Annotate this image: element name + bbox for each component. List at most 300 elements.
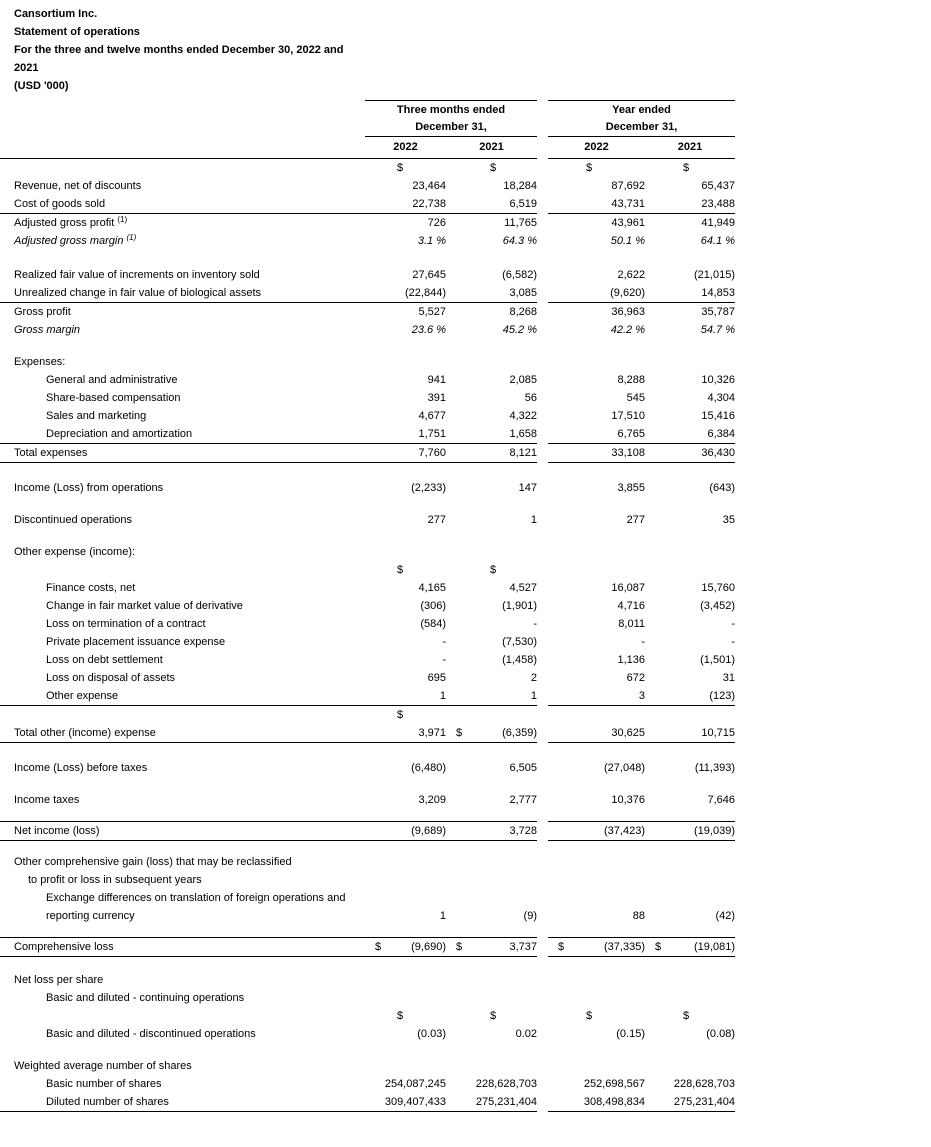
currency-symbol: $ bbox=[397, 709, 404, 721]
column-group-gap bbox=[537, 1093, 548, 1112]
cell-value: - bbox=[731, 618, 735, 630]
row-right-group bbox=[548, 407, 735, 425]
value-cell bbox=[645, 284, 735, 302]
value-cell bbox=[365, 633, 446, 651]
column-group-gap bbox=[537, 759, 548, 777]
value-cell bbox=[645, 1093, 735, 1111]
column-group-gap bbox=[537, 214, 548, 232]
cell-value: 18,284 bbox=[503, 180, 537, 192]
value-cell bbox=[365, 389, 446, 407]
cell-value: 17,510 bbox=[611, 410, 645, 422]
cell-value: (9) bbox=[523, 910, 537, 922]
value-cell bbox=[446, 389, 537, 407]
value-cell bbox=[548, 791, 645, 809]
row-right-group bbox=[548, 303, 735, 321]
value-cell bbox=[446, 159, 537, 177]
value-cell bbox=[365, 971, 446, 989]
column-group-three-months bbox=[365, 100, 537, 137]
row-spacer bbox=[0, 339, 735, 353]
value-cell bbox=[645, 1007, 735, 1025]
cell-value: 54.7 % bbox=[700, 324, 735, 336]
row-label: Other expense (income): bbox=[14, 546, 136, 558]
row-label: Gross margin bbox=[14, 324, 81, 336]
table-row bbox=[0, 425, 931, 444]
currency-symbol: $ bbox=[397, 1010, 404, 1022]
value-cell bbox=[548, 232, 645, 250]
row-label: Exchange differences on translation of foreign operations and bbox=[46, 892, 346, 904]
row-spacer bbox=[0, 1043, 735, 1057]
value-cell bbox=[548, 1025, 645, 1043]
value-cell bbox=[365, 938, 446, 956]
currency-symbol: $ bbox=[586, 1010, 593, 1022]
cell-value: 3,737 bbox=[509, 941, 537, 953]
row-right-group bbox=[548, 937, 735, 957]
column-group-gap bbox=[537, 407, 548, 425]
value-cell bbox=[645, 853, 735, 871]
cell-value: 8,121 bbox=[509, 447, 537, 459]
row-left-group bbox=[0, 706, 537, 724]
cell-value: (1,501) bbox=[700, 654, 735, 666]
cell-value: 1 bbox=[530, 690, 537, 702]
row-right-group bbox=[548, 266, 735, 284]
column-group-gap bbox=[537, 389, 548, 407]
row-label: Adjusted gross margin $^{(1)}$ bbox=[14, 233, 137, 247]
cell-value: 11,765 bbox=[504, 217, 537, 229]
table-row bbox=[0, 303, 931, 321]
value-cell bbox=[446, 889, 537, 907]
value-cell bbox=[446, 407, 537, 425]
value-cell bbox=[365, 266, 446, 284]
value-cell bbox=[365, 543, 446, 561]
value-cell bbox=[548, 321, 645, 339]
row-left-group bbox=[0, 353, 537, 371]
row-left-group bbox=[0, 1025, 537, 1043]
cell-value: 45.2 % bbox=[502, 324, 537, 336]
statement-header bbox=[0, 5, 931, 95]
cell-value: 5,527 bbox=[418, 306, 446, 318]
value-cell bbox=[365, 1025, 446, 1043]
row-left-group bbox=[0, 543, 537, 561]
value-cell bbox=[548, 669, 645, 687]
cell-value: 4,165 bbox=[418, 582, 446, 594]
cell-value: 4,304 bbox=[707, 392, 735, 404]
column-group-gap bbox=[537, 479, 548, 497]
cell-value: 10,376 bbox=[611, 794, 645, 806]
row-left-group bbox=[0, 511, 537, 529]
cell-value: (306) bbox=[420, 600, 446, 612]
cell-value: (1,901) bbox=[502, 600, 537, 612]
value-cell bbox=[446, 195, 537, 213]
value-cell bbox=[365, 669, 446, 687]
value-cell bbox=[548, 303, 645, 321]
period-line-1: For the three and twelve months ended December 30, 2022 and bbox=[14, 44, 344, 56]
table-row bbox=[0, 444, 931, 463]
cell-value: - bbox=[533, 618, 537, 630]
column-header-spacer bbox=[0, 100, 365, 137]
cell-value: (22,844) bbox=[405, 287, 446, 299]
cell-value: (37,423) bbox=[604, 825, 645, 837]
cell-value: (2,233) bbox=[411, 482, 446, 494]
column-group-headers bbox=[0, 100, 931, 137]
cell-value: 10,326 bbox=[701, 374, 735, 386]
cell-value: (7,530) bbox=[502, 636, 537, 648]
row-left-group bbox=[0, 907, 537, 925]
value-cell bbox=[548, 989, 645, 1007]
cell-value: 8,288 bbox=[617, 374, 645, 386]
column-group-gap bbox=[537, 543, 548, 561]
value-cell bbox=[365, 907, 446, 925]
row-label: Total expenses bbox=[14, 447, 88, 459]
value-cell bbox=[365, 425, 446, 443]
row-label: Cost of goods sold bbox=[14, 198, 106, 210]
table-row bbox=[0, 989, 931, 1007]
value-cell bbox=[548, 724, 645, 742]
value-cell bbox=[365, 1007, 446, 1025]
cell-value: 43,961 bbox=[611, 217, 645, 229]
row-right-group bbox=[548, 579, 735, 597]
year-headers-left bbox=[0, 137, 537, 159]
cell-value: 3,209 bbox=[418, 794, 446, 806]
value-cell bbox=[548, 1007, 645, 1025]
column-group-gap bbox=[537, 1057, 548, 1075]
table-row bbox=[0, 889, 931, 907]
value-cell bbox=[446, 543, 537, 561]
cell-value: (0.08) bbox=[706, 1028, 735, 1040]
table-row bbox=[0, 971, 931, 989]
row-right-group bbox=[548, 669, 735, 687]
column-group-gap bbox=[537, 177, 548, 195]
value-cell bbox=[446, 791, 537, 809]
cell-value: 252,698,567 bbox=[583, 1078, 645, 1090]
year-header-2022-q: 2022 bbox=[393, 141, 418, 153]
value-cell bbox=[446, 633, 537, 651]
row-right-group bbox=[548, 321, 735, 339]
row-spacer bbox=[0, 250, 735, 266]
cell-value: 1,751 bbox=[418, 428, 446, 440]
row-label: Unrealized change in fair value of biological assets bbox=[14, 287, 262, 299]
column-group-gap bbox=[537, 724, 548, 743]
row-label: Discontinued operations bbox=[14, 514, 133, 526]
row-label: Loss on disposal of assets bbox=[46, 672, 176, 684]
row-left-group bbox=[0, 871, 537, 889]
row-left-group bbox=[0, 687, 537, 706]
row-spacer bbox=[0, 957, 735, 971]
row-left-group bbox=[0, 284, 537, 303]
table-row bbox=[0, 353, 931, 371]
value-cell bbox=[645, 822, 735, 840]
value-cell bbox=[446, 938, 537, 956]
column-group-gap bbox=[537, 871, 548, 889]
table-row bbox=[0, 724, 931, 743]
row-right-group bbox=[548, 853, 735, 871]
cell-value: 1,658 bbox=[509, 428, 537, 440]
row-right-group bbox=[548, 284, 735, 303]
row-right-group bbox=[548, 1057, 735, 1075]
cell-value: 4,527 bbox=[509, 582, 537, 594]
value-cell bbox=[645, 321, 735, 339]
column-group-gap bbox=[537, 633, 548, 651]
cell-value: 41,949 bbox=[701, 217, 735, 229]
row-left-group bbox=[0, 425, 537, 444]
value-cell bbox=[645, 407, 735, 425]
value-cell bbox=[548, 889, 645, 907]
cell-value: 3.1 % bbox=[417, 235, 446, 247]
row-right-group bbox=[548, 687, 735, 706]
value-cell bbox=[446, 232, 537, 250]
column-group-gap bbox=[537, 100, 548, 137]
row-right-group bbox=[548, 371, 735, 389]
cell-value: 27,645 bbox=[412, 269, 446, 281]
cell-value: 2,777 bbox=[509, 794, 537, 806]
row-label: Basic and diluted - discontinued operations bbox=[46, 1028, 256, 1040]
value-cell bbox=[645, 759, 735, 777]
footnote-marker: (1) bbox=[126, 233, 137, 242]
value-cell bbox=[446, 706, 537, 724]
value-cell bbox=[645, 266, 735, 284]
cell-value: 6,505 bbox=[509, 762, 537, 774]
row-left-group bbox=[0, 1057, 537, 1075]
cell-value: 672 bbox=[626, 672, 645, 684]
column-group-gap bbox=[537, 195, 548, 214]
row-right-group bbox=[548, 195, 735, 214]
currency-symbol: $ bbox=[490, 1010, 497, 1022]
row-label: Basic and diluted - continuing operations bbox=[46, 992, 245, 1004]
row-label: Other expense bbox=[46, 690, 119, 702]
row-label: Sales and marketing bbox=[46, 410, 147, 422]
value-cell bbox=[645, 195, 735, 213]
cell-value: - bbox=[442, 636, 446, 648]
row-left-group bbox=[0, 479, 537, 497]
value-cell bbox=[446, 511, 537, 529]
value-cell bbox=[365, 232, 446, 250]
value-cell bbox=[446, 989, 537, 1007]
value-cell bbox=[365, 615, 446, 633]
value-cell bbox=[548, 195, 645, 213]
cell-value: 391 bbox=[427, 392, 446, 404]
row-label: Other comprehensive gain (loss) that may be reclassified bbox=[14, 856, 292, 868]
value-cell bbox=[645, 177, 735, 195]
cell-value: 65,437 bbox=[701, 180, 735, 192]
value-cell bbox=[548, 407, 645, 425]
value-cell bbox=[365, 511, 446, 529]
row-right-group bbox=[548, 543, 735, 561]
value-cell bbox=[365, 889, 446, 907]
row-label: Expenses: bbox=[14, 356, 66, 368]
value-cell bbox=[645, 971, 735, 989]
value-cell bbox=[548, 543, 645, 561]
value-cell bbox=[645, 687, 735, 705]
year-header-spacer bbox=[0, 137, 365, 158]
value-cell bbox=[446, 724, 537, 742]
value-cell bbox=[365, 687, 446, 705]
cell-value: 36,963 bbox=[611, 306, 645, 318]
cell-value: 42.2 % bbox=[610, 324, 645, 336]
value-cell bbox=[645, 989, 735, 1007]
value-cell bbox=[446, 579, 537, 597]
value-cell bbox=[446, 615, 537, 633]
row-label: Total other (income) expense bbox=[14, 727, 156, 739]
cell-value: 30,625 bbox=[611, 727, 645, 739]
table-row bbox=[0, 579, 931, 597]
row-label: Revenue, net of discounts bbox=[14, 180, 142, 192]
row-left-group bbox=[0, 633, 537, 651]
value-cell bbox=[548, 633, 645, 651]
value-cell bbox=[645, 579, 735, 597]
value-cell bbox=[446, 1075, 537, 1093]
row-right-group bbox=[548, 159, 735, 177]
cell-value: - bbox=[442, 654, 446, 666]
table-row bbox=[0, 615, 931, 633]
row-label bbox=[0, 561, 365, 579]
cell-value: 4,677 bbox=[418, 410, 446, 422]
column-group-gap bbox=[537, 615, 548, 633]
cell-value: 1 bbox=[530, 514, 537, 526]
value-cell bbox=[446, 266, 537, 284]
value-cell bbox=[446, 303, 537, 321]
row-right-group bbox=[548, 177, 735, 195]
row-left-group bbox=[0, 303, 537, 321]
cell-value: 0.02 bbox=[515, 1028, 537, 1040]
row-label: Finance costs, net bbox=[46, 582, 136, 594]
column-group-gap bbox=[537, 303, 548, 321]
value-cell bbox=[548, 511, 645, 529]
table-row bbox=[0, 284, 931, 303]
value-cell bbox=[365, 371, 446, 389]
value-cell bbox=[548, 444, 645, 462]
row-right-group bbox=[548, 511, 735, 529]
row-left-group bbox=[0, 971, 537, 989]
cell-value: (6,480) bbox=[411, 762, 446, 774]
column-group-gap bbox=[537, 1025, 548, 1043]
cell-value: 4,716 bbox=[617, 600, 645, 612]
row-left-group bbox=[0, 937, 537, 957]
column-group-gap bbox=[537, 1007, 548, 1025]
value-cell bbox=[548, 615, 645, 633]
currency-symbol: $ bbox=[683, 1010, 690, 1022]
value-cell bbox=[365, 284, 446, 302]
currency-symbol: $ bbox=[456, 941, 463, 953]
value-cell bbox=[446, 177, 537, 195]
column-group-gap bbox=[537, 907, 548, 925]
value-cell bbox=[365, 1075, 446, 1093]
row-spacer bbox=[0, 925, 735, 937]
row-right-group bbox=[548, 907, 735, 925]
value-cell bbox=[365, 791, 446, 809]
cell-value: (11,393) bbox=[694, 762, 735, 774]
cell-value: 33,108 bbox=[611, 447, 645, 459]
value-cell bbox=[645, 479, 735, 497]
value-cell bbox=[365, 407, 446, 425]
row-left-group bbox=[0, 724, 537, 743]
company-name: Cansortium Inc. bbox=[14, 8, 98, 20]
cell-value: (19,039) bbox=[694, 825, 735, 837]
row-left-group bbox=[0, 232, 537, 250]
row-label bbox=[0, 159, 365, 177]
cell-value: 64.3 % bbox=[502, 235, 537, 247]
value-cell bbox=[365, 444, 446, 462]
cell-value: 56 bbox=[524, 392, 537, 404]
value-cell bbox=[365, 1057, 446, 1075]
value-cell bbox=[446, 907, 537, 925]
currency-symbol: $ bbox=[683, 162, 690, 174]
cell-value: 50.1 % bbox=[610, 235, 645, 247]
value-cell bbox=[548, 687, 645, 705]
table-row bbox=[0, 669, 931, 687]
value-cell bbox=[365, 822, 446, 840]
value-cell bbox=[645, 615, 735, 633]
row-right-group bbox=[548, 889, 735, 907]
value-cell bbox=[548, 706, 645, 724]
table-row bbox=[0, 853, 931, 871]
value-cell bbox=[645, 1025, 735, 1043]
cell-value: (3,452) bbox=[700, 600, 735, 612]
column-group-gap bbox=[537, 511, 548, 529]
row-right-group bbox=[548, 821, 735, 841]
cell-value: 15,760 bbox=[701, 582, 735, 594]
value-cell bbox=[645, 371, 735, 389]
row-left-group bbox=[0, 1093, 537, 1112]
cell-value: 16,087 bbox=[611, 582, 645, 594]
value-cell bbox=[645, 597, 735, 615]
table-row bbox=[0, 321, 931, 339]
table-row bbox=[0, 821, 931, 841]
row-right-group bbox=[548, 651, 735, 669]
row-label: Comprehensive loss bbox=[14, 941, 114, 953]
currency-symbol: $ bbox=[655, 941, 662, 953]
column-group-gap bbox=[537, 853, 548, 871]
value-cell bbox=[645, 669, 735, 687]
value-cell bbox=[446, 284, 537, 302]
value-cell bbox=[645, 425, 735, 443]
column-group-gap bbox=[537, 669, 548, 687]
row-right-group bbox=[548, 791, 735, 809]
row-label: reporting currency bbox=[46, 910, 135, 922]
row-right-group bbox=[548, 724, 735, 743]
row-right-group bbox=[548, 971, 735, 989]
cell-value: (643) bbox=[709, 482, 735, 494]
table-row bbox=[0, 389, 931, 407]
column-group-gap bbox=[537, 444, 548, 463]
cell-value: 277 bbox=[427, 514, 446, 526]
year-header-2022-y: 2022 bbox=[584, 141, 609, 153]
cell-value: (9,690) bbox=[411, 941, 446, 953]
value-cell bbox=[548, 938, 645, 956]
cell-value: 2,622 bbox=[617, 269, 645, 281]
value-cell bbox=[645, 724, 735, 742]
column-group-gap bbox=[537, 791, 548, 809]
table-row bbox=[0, 687, 931, 706]
value-cell bbox=[548, 871, 645, 889]
value-cell bbox=[365, 871, 446, 889]
row-spacer bbox=[0, 497, 735, 511]
cell-value: (0.15) bbox=[616, 1028, 645, 1040]
table-row bbox=[0, 195, 931, 214]
row-left-group bbox=[0, 214, 537, 232]
cell-value: 2,085 bbox=[509, 374, 537, 386]
value-cell bbox=[645, 543, 735, 561]
value-cell bbox=[365, 303, 446, 321]
cell-value: 8,268 bbox=[509, 306, 537, 318]
value-cell bbox=[645, 444, 735, 462]
value-cell bbox=[365, 989, 446, 1007]
year-headers-row bbox=[0, 137, 931, 159]
currency-symbol: $ bbox=[558, 941, 565, 953]
value-cell bbox=[548, 1075, 645, 1093]
value-cell bbox=[446, 687, 537, 705]
cell-value: 147 bbox=[518, 482, 537, 494]
value-cell bbox=[446, 822, 537, 840]
cell-value: 3,085 bbox=[509, 287, 537, 299]
